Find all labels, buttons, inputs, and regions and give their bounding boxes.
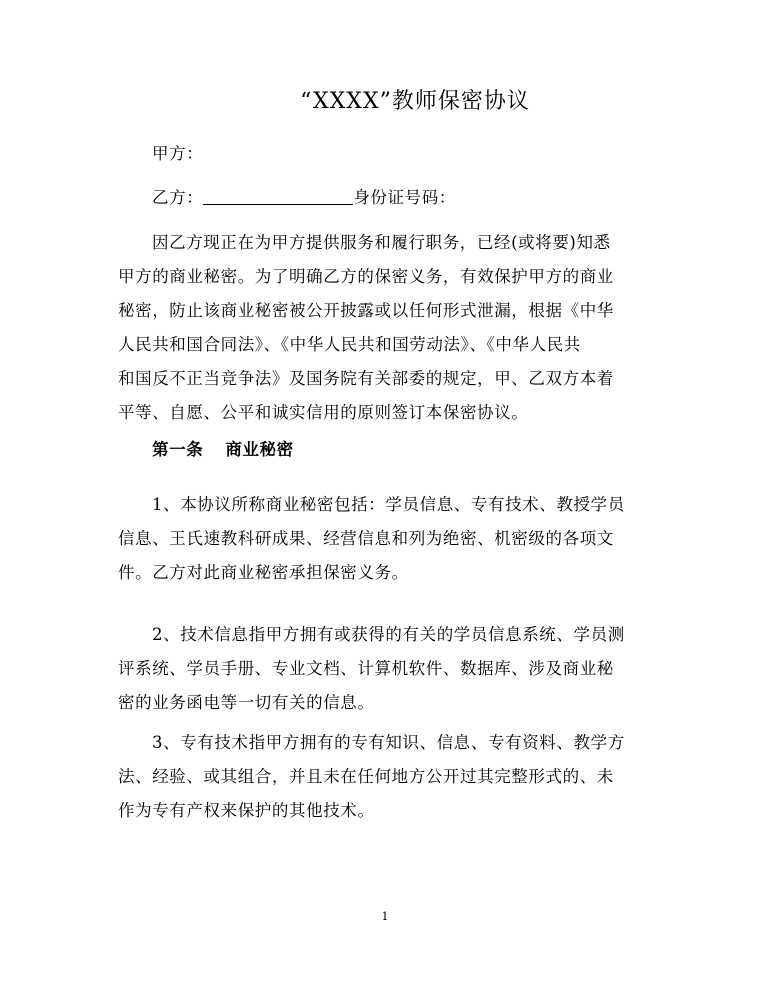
- page-number: 1: [381, 910, 389, 923]
- intro-line: 因乙方现正在为甲方提供服务和履行职务，已经(或将要)知悉: [152, 233, 611, 252]
- party-a-line: [152, 140, 203, 164]
- intro-line: 平等、自愿、公平和诚实信用的原则签订本保密协议。: [118, 403, 529, 422]
- clause-line: 密的业务函电等一切有关的信息。: [118, 693, 375, 712]
- intro-line: 人民共和国合同法》、《中华人民共和国劳动法》、《中华人民共: [118, 335, 581, 354]
- party-a-label: 甲方：: [152, 144, 204, 163]
- party-b-label: 乙方：: [152, 188, 204, 207]
- clause-line: 信息、王氏速教科研成果、经营信息和列为绝密、机密级的各项文: [118, 529, 614, 548]
- intro-line: 和国反不正当竞争法》及国务院有关部委的规定，甲、乙双方本着: [118, 369, 614, 388]
- clause-line: 件。乙方对此商业秘密承担保密义务。: [118, 563, 409, 582]
- intro-line: 甲方的商业秘密。为了明确乙方的保密义务，有效保护甲方的商业: [118, 267, 614, 286]
- article-1-title: 商业秘密: [225, 440, 294, 459]
- clause-3-paragraph: [118, 726, 658, 828]
- clause-2-paragraph: [118, 618, 658, 720]
- intro-line: 秘密，防止该商业秘密被公开披露或以任何形式泄漏，根据《中华: [118, 301, 614, 320]
- document-title: “XXXX”教师保密协议: [300, 89, 530, 114]
- clause-line: 法、经验、或其组合，并且未在任何地方公开过其完整形式的、未: [118, 767, 614, 786]
- clause-line: 作为专有产权来保护的其他技术。: [118, 801, 375, 820]
- clause-1-paragraph: [118, 488, 658, 590]
- clause-line: 3、专有技术指甲方拥有的专有知识、信息、专有资料、教学方: [152, 733, 625, 752]
- clause-line: 1、本协议所称商业秘密包括：学员信息、专有技术、教授学员: [152, 495, 625, 514]
- id-number-label: 身份证号码：: [353, 188, 456, 207]
- article-1-number: 第一条: [152, 440, 204, 459]
- clause-line: 评系统、学员手册、专业文档、计算机软件、数据库、涉及商业秘: [118, 659, 614, 678]
- party-b-line: [152, 184, 456, 208]
- intro-paragraph: [118, 226, 658, 430]
- party-b-blank-field: [203, 188, 353, 205]
- clause-line: 2、技术信息指甲方拥有或获得的有关的学员信息系统、学员测: [152, 625, 625, 644]
- article-1-heading: [152, 436, 294, 460]
